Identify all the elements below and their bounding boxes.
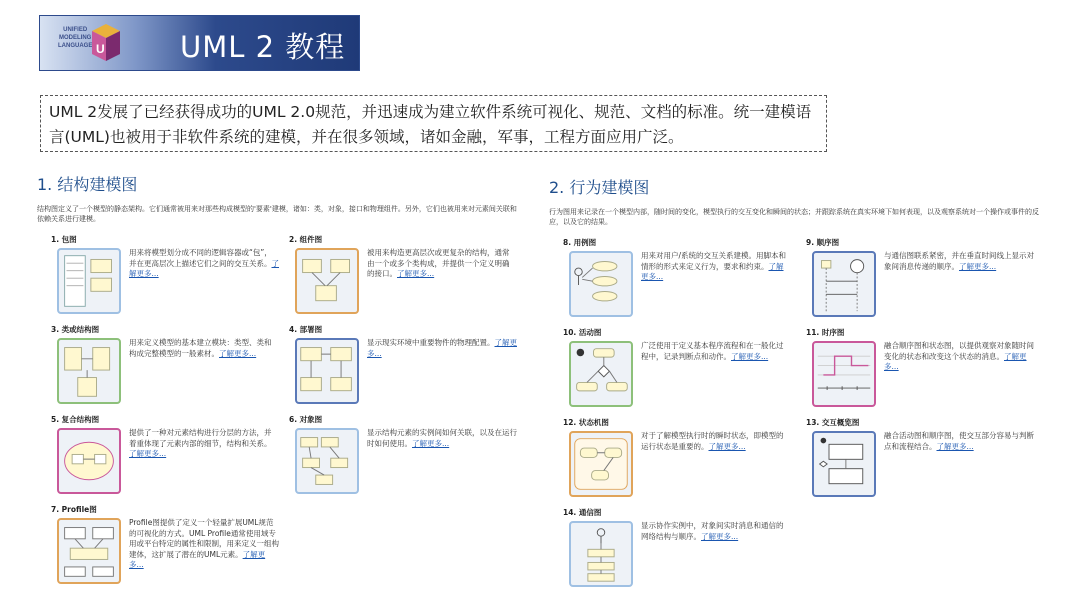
diagram-item-sequence xyxy=(806,237,1036,321)
learn-more-link[interactable]: 了解更多... xyxy=(129,449,167,458)
logo-line-1: UNIFIED xyxy=(63,27,88,33)
item-desc: 用来将模型划分成不同的逻辑容器或“包”，并在更高层次上描述它们之间的交互关系。了解更多... xyxy=(129,248,279,278)
composite-diagram-thumbnail xyxy=(57,428,121,494)
item-desc: Profile图提供了定义一个轻量扩展UML规范的可视化的方式。UML Profile通常使用域专用或平台特定的属性和限制，用来定义一组构建体，这扩展了潜在的UML元素。了解更多... xyxy=(129,518,279,569)
diagram-item-composite xyxy=(51,414,281,498)
structure-section-desc: 结构图定义了一个模型的静态架构。它们通常被用来对那些构成模型的'要素'建模，诸如：类，对象，接口和物理组件。另外，它们也被用来对元素间关联和依赖关系进行建模。 xyxy=(37,205,517,223)
item-title: 11. 时序图 xyxy=(806,328,845,337)
learn-more-link[interactable]: 了解更多... xyxy=(884,351,1027,371)
behavior-section-desc: 行为图用来记录在一个模型内部，随时间的变化，模型执行的交互变化和瞬间的状态；并跟踪系统在真实环境下如何表现，以及观察系统对一个操作或事件的反应，以及它的结果。 xyxy=(549,208,1039,226)
learn-more-link[interactable]: 了解更多... xyxy=(129,258,279,278)
diagram-item-use-case xyxy=(563,237,793,321)
intro-text: UML 2发展了已经获得成功的UML 2.0规范，并迅速成为建立软件系统可视化、规范、文档的标准。统一建模语言(UML)也被用于非软件系统的建模，并在很多领域，诸如金融，军事，工程方面应用广泛。 xyxy=(40,95,827,152)
diagram-item-object xyxy=(289,414,519,498)
learn-more-link[interactable]: 了解更多... xyxy=(959,261,997,271)
object-diagram-thumbnail xyxy=(295,428,359,494)
structure-section-title: 1. 结构建模图 xyxy=(37,175,138,194)
learn-more-link[interactable]: 了解更多... xyxy=(708,441,746,451)
communication-diagram-thumbnail xyxy=(569,521,633,587)
item-title: 13. 交互概览图 xyxy=(806,418,860,427)
diagram-item-communication xyxy=(563,507,793,591)
package-diagram-thumbnail xyxy=(57,248,121,314)
diagram-item-state-machine xyxy=(563,417,793,501)
item-title: 2. 组件图 xyxy=(289,235,323,244)
item-desc: 与通信图联系紧密，并在垂直时间线上显示对象间消息传递的顺序。了解更多... xyxy=(884,251,1034,271)
uml-logo-icon xyxy=(84,21,124,67)
interaction-overview-diagram-thumbnail xyxy=(812,431,876,497)
item-desc: 显示结构元素的实例间如何关联，以及在运行时如何使用。了解更多... xyxy=(367,428,517,448)
learn-more-link[interactable]: 了解更多... xyxy=(412,438,450,448)
diagram-item-profile xyxy=(51,504,281,588)
logo-line-3: LANGUAGE xyxy=(58,43,93,49)
header-banner xyxy=(39,15,360,71)
page-title: UML 2 教程 xyxy=(180,30,346,64)
item-desc: 广泛使用于定义基本程序流程和在一般化过程中，记录判断点和动作。了解更多... xyxy=(641,341,784,361)
learn-more-link[interactable]: 了解更多... xyxy=(129,549,266,569)
item-title: 5. 复合结构图 xyxy=(51,415,100,424)
sequence-diagram-thumbnail xyxy=(812,251,876,317)
activity-diagram-thumbnail xyxy=(569,341,633,407)
timing-diagram-thumbnail xyxy=(812,341,876,407)
diagram-item-package xyxy=(51,234,281,318)
item-title: 14. 通信图 xyxy=(563,508,602,517)
diagram-item-class xyxy=(51,324,281,408)
item-title: 1. 包图 xyxy=(51,235,77,244)
item-title: 7. Profile图 xyxy=(51,505,97,514)
item-desc: 提供了一种对元素结构进行分层的方法，并着重体现了元素内部的细节，结构和关系。了解更多... xyxy=(129,428,272,458)
learn-more-link[interactable]: 了解更多... xyxy=(701,531,739,541)
diagram-item-interaction-overview xyxy=(806,417,1036,501)
learn-more-link[interactable]: 了解更多... xyxy=(397,269,435,278)
item-title: 9. 顺序图 xyxy=(806,238,840,247)
diagram-item-activity xyxy=(563,327,793,411)
item-desc: 对于了解模型执行时的瞬时状态，即模型的运行状态是重要的。了解更多... xyxy=(641,431,784,451)
logo-line-2: MODELING xyxy=(59,35,92,41)
profile-diagram-thumbnail xyxy=(57,518,121,584)
use-case-diagram-thumbnail xyxy=(569,251,633,317)
item-desc: 被用来构造更高层次或更复杂的结构，通常由一个或多个类构成，并提供一个定义明确的接口。了解更多... xyxy=(367,248,510,278)
item-desc: 融合活动图和顺序图，使交互部分容易与判断点和流程结合。了解更多... xyxy=(884,431,1034,451)
item-desc: 显示协作实例中，对象间实时消息和通信的网络结构与顺序。了解更多... xyxy=(641,521,784,541)
item-desc: 用来对用户/系统的交互关系建模。用脚本和情形的形式来定义行为，要求和约束。了解更多... xyxy=(641,251,787,281)
learn-more-link[interactable]: 了解更多... xyxy=(731,351,769,361)
item-title: 8. 用例图 xyxy=(563,238,597,247)
item-desc: 显示现实环境中重要物件的物理配置。了解更多... xyxy=(367,338,517,358)
class-diagram-thumbnail xyxy=(57,338,121,404)
item-title: 10. 活动图 xyxy=(563,328,602,337)
learn-more-link[interactable]: 了解更多... xyxy=(367,338,517,358)
item-title: 3. 类或结构图 xyxy=(51,325,100,334)
state-machine-diagram-thumbnail xyxy=(569,431,633,497)
learn-more-link[interactable]: 了解更多... xyxy=(219,348,257,358)
diagram-item-component xyxy=(289,234,519,318)
diagram-item-timing xyxy=(806,327,1036,411)
item-title: 4. 部署图 xyxy=(289,325,323,334)
behavior-section-title: 2. 行为建模图 xyxy=(549,178,650,197)
deployment-diagram-thumbnail xyxy=(295,338,359,404)
component-diagram-thumbnail xyxy=(295,248,359,314)
learn-more-link[interactable]: 了解更多... xyxy=(641,261,784,281)
item-title: 12. 状态机图 xyxy=(563,418,609,427)
item-desc: 融合顺序图和状态图，以提供观察对象随时间变化的状态和改变这个状态的消息。了解更多... xyxy=(884,341,1034,371)
svg-text:U: U xyxy=(96,42,105,56)
item-title: 6. 对象图 xyxy=(289,415,323,424)
item-desc: 用来定义模型的基本建立模块：类型、类和构成完整模型的一般素材。了解更多... xyxy=(129,338,272,358)
diagram-item-deployment xyxy=(289,324,519,408)
learn-more-link[interactable]: 了解更多... xyxy=(936,441,974,451)
